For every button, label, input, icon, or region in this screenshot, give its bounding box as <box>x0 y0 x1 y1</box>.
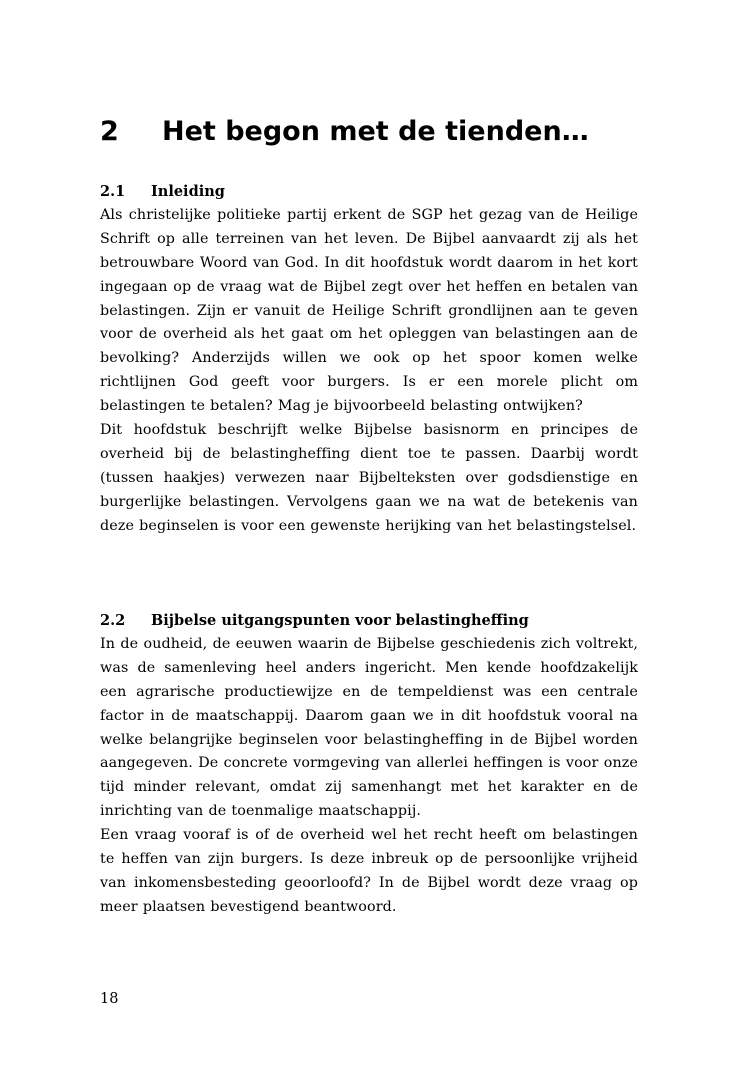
section-title: Inleiding <box>151 183 225 200</box>
paragraph: Een vraag vooraf is of de overheid wel het recht heeft om belastingen te heffen van zijn burgers. Is deze inbreuk op de persoonlijke vrijheid van inkomensbesteding geoorloofd? In de Bijbel wordt deze vraag op meer plaatsen bevestigend beantwoord. <box>100 827 638 915</box>
chapter-number: 2 <box>100 116 119 147</box>
paragraph: Als christelijke politieke partij erkent de SGP het gezag van de Heilige Schrift op alle terreinen van het leven. De Bijbel aanvaardt zij als het betrouwbare Woord van God. In dit hoofdstuk wordt daarom in het kort ingegaan op de vraag wat de Bijbel zegt over het heffen en betalen van belastingen. Zijn er vanuit de Heilige Schrift grondlijnen aan te geven voor de overheid als het gaat om het opleggen van belastingen aan de bevolking? Anderzijds willen we ook op het spoor komen welke richtlijnen God geeft voor burgers. Is er een morele plicht om belastingen te betalen? Mag je bijvoorbeeld belasting ontwijken? <box>100 206 638 415</box>
paragraph: Dit hoofdstuk beschrijft welke Bijbelse basisnorm en principes de overheid bij de belastingheffing dient toe te passen. Daarbij wordt (tussen haakjes) verwezen naar Bijbelteksten over godsdienstige en burgerlijke belastingen. Vervolgens gaan we na wat de betekenis van deze beginselen is voor een gewenste herijking van het belastingstelsel. <box>100 422 638 534</box>
paragraph: In de oudheid, de eeuwen waarin de Bijbelse geschiedenis zich voltrekt, was de samenleving heel anders ingericht. Men kende hoofdzakelijk een agrarische productiewijze en de tempeldienst was een centrale factor in de maatschappij. Daarom gaan we in dit hoofdstuk vooral na welke belangrijke beginselen voor belastingheffing in de Bijbel worden aangegeven. De concrete vormgeving van allerlei heffingen is voor onze tijd minder relevant, omdat zij samenhangt met het karakter en de inrichting van de toenmalige maatschappij. <box>100 635 638 820</box>
section-title: Bijbelse uitgangspunten voor belastingheffing <box>151 612 529 629</box>
section-bijbelse-uitgangspunten <box>100 609 638 920</box>
section-heading <box>100 180 638 204</box>
section-heading <box>100 609 638 633</box>
page-number: 18 <box>100 991 119 1007</box>
chapter-title: Het begon met de tienden… <box>162 116 589 147</box>
section-number: 2.1 <box>100 183 126 200</box>
section-inleiding <box>100 180 638 539</box>
section-number: 2.2 <box>100 612 126 629</box>
chapter-heading <box>100 114 638 154</box>
